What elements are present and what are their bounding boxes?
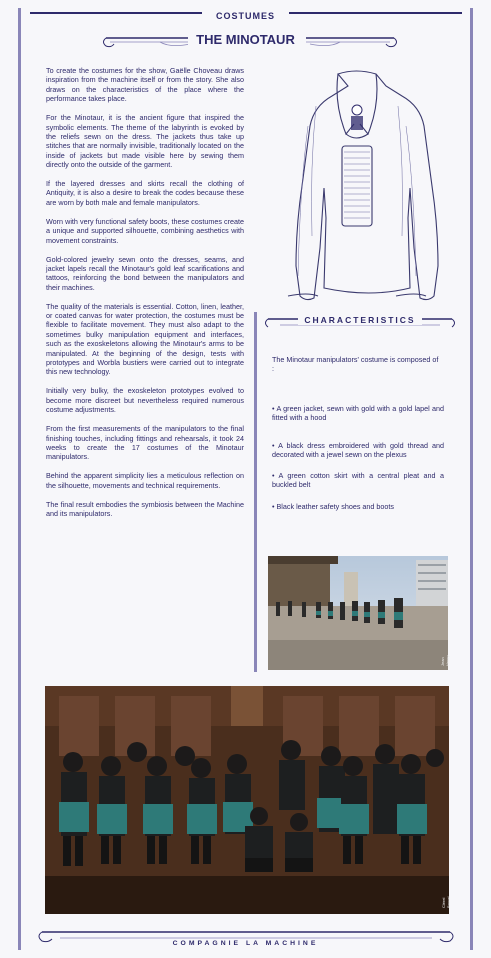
page-title: THE MINOTAUR [188,32,303,47]
footer [0,932,491,950]
street-parade-photo [268,556,448,670]
list-item: • A black dress embroidered with gold thread and decorated with a jewel sewn on the plexus [272,440,444,460]
paragraph: The quality of the materials is essential. Cotton, linen, leather, or coated canvas for water protection, the costumes must be flexible to facilitate movement. They must also adapt to the sometimes bulky manipulation equipment and interfaces, such as the exoskeletons allowing the Minotaur's arms to be manipulated. At the beginning of the design, tests with prototypes and Worbla bustiers were carried out to integrate this new technology. [46,301,244,377]
paragraph: Worn with very functional safety boots, these costumes create a unique and supported silhouette, combining aesthetics with movement constraints. [46,216,244,245]
paragraph: Gold-colored jewelry sewn onto the dresses, seams, and jacket lapels recall the Minotaur's gold leaf scarifications and tattoos, reinforcing the bond between the manipulators and their machines. [46,254,244,292]
paragraph: For the Minotaur, it is the ancient figure that inspired the symbolic elements. The theme of the labyrinth is evoked by the reliefs sewn on the dress. The jackets thus take up stitches that are normally invisible, traditionally located on the inside of jackets but made visible here by sewing them directly onto the outside of the garment. [46,113,244,170]
paragraph: Initially very bulky, the exoskeleton prototypes evolved to become more discreet but nevertheless required numerous costume adjustments. [46,386,244,415]
photo-credit: Jean Henry [440,655,450,666]
paragraph: To create the costumes for the show, Gaëlle Choveau draws inspiration from the machine itself or from the story. She also draws on the characteristics of the place where the performance takes place. [46,66,244,104]
list-item: • A green jacket, sewn with gold with a gold lapel and fitted with a hood [272,404,444,423]
section-header [0,6,491,24]
list-item: • Black leather safety shoes and boots [272,502,394,512]
title-block [0,31,491,49]
characteristics-title: CHARACTERISTICS [298,315,421,325]
company-name: COMPAGNIE LA MACHINE [165,940,327,947]
paragraph: The final result embodies the symbiosis between the Machine and its manipulators. [46,499,244,518]
characteristics-intro: The Minotaur manipulators' costume is composed of : [272,355,439,374]
paragraph: Behind the apparent simplicity lies a meticulous reflection on the silhouette, movements and technical requirements. [46,471,244,490]
jacket-sketch-illustration [268,66,446,302]
characteristics-heading [260,310,460,328]
list-item: • A green cotton skirt with a central pleat and a buckled belt [272,470,444,490]
paragraph: From the first measurements of the manipulators to the final finishing touches, including fittings and rehearsals, it took 24 weeks to create the 17 costumes of the Minotaur manipulators. [46,424,244,462]
section-label: COSTUMES [202,11,289,21]
photo-credit: Clérel Brunel [441,896,451,908]
body-text [46,66,244,528]
characteristics-list [272,404,444,512]
column-divider [254,312,257,672]
paragraph: If the layered dresses and skirts recall the clothing of Antiquity, it is also a desire to break the codes because these are worn by both male and female manipulators. [46,179,244,207]
group-costume-photo [45,686,449,914]
